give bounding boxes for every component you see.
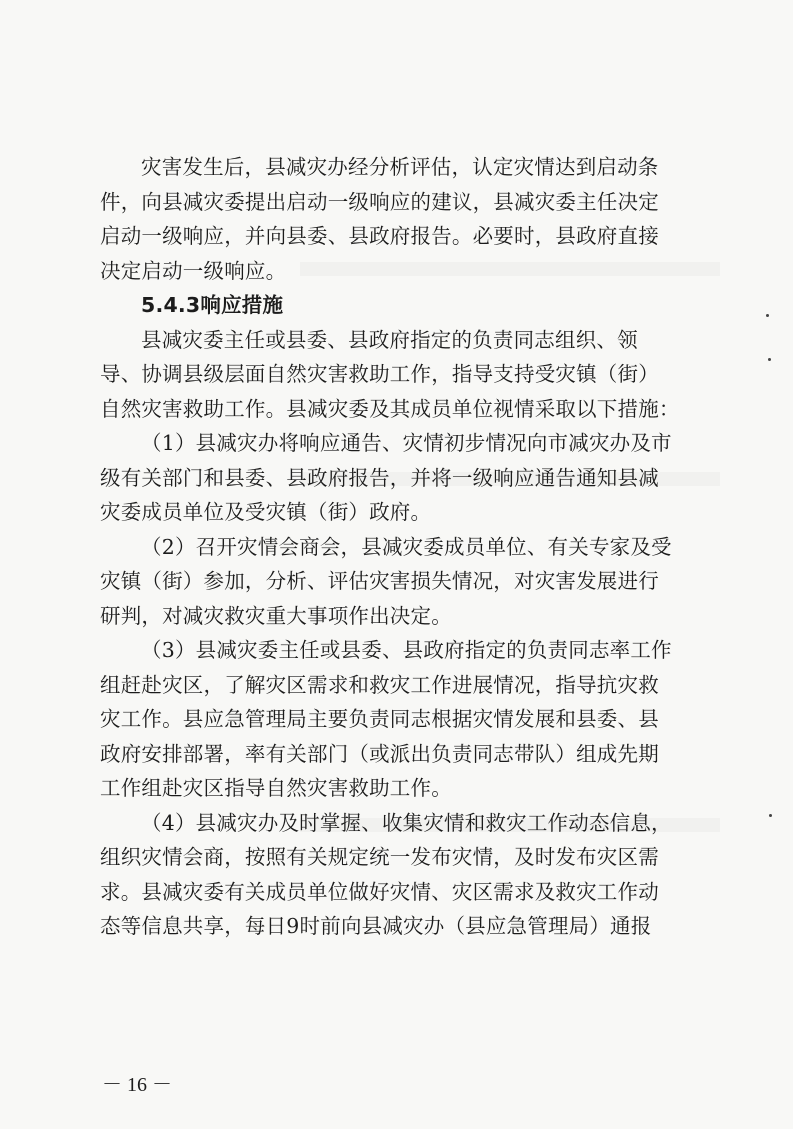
text-line: 灾工作。县应急管理局主要负责同志根据灾情发展和县委、县: [100, 707, 659, 731]
list-item-2: [100, 530, 700, 634]
text-line: 灾镇（街）参加，分析、评估灾害损失情况，对灾害发展进行: [100, 569, 659, 593]
text-line: 县减灾委主任或县委、县政府指定的负责同志组织、领: [141, 327, 638, 352]
page-number: － 16 －: [102, 1074, 172, 1096]
text-line: 启动一级响应，并向县委、县政府报告。必要时，县政府直接: [100, 224, 659, 248]
text-line: （3）县减灾委主任或县委、县政府指定的负责同志率工作: [141, 638, 672, 662]
text-line: 组赶赴灾区，了解灾区需求和救灾工作进展情况，指导抗灾救: [100, 672, 659, 697]
text-line: 导、协调县级层面自然灾害救助工作，指导支持受灾镇（街）: [100, 362, 659, 386]
paragraph-measures-intro: [100, 323, 700, 427]
text-line: （4）县减灾办及时掌握、收集灾情和救灾工作动态信息，: [141, 810, 672, 835]
text-line: 件，向县减灾委提出启动一级响应的建议，县减灾委主任决定: [100, 189, 659, 214]
text-line: 研判，对减灾救灾重大事项作出决定。: [100, 603, 452, 628]
text-line: 决定启动一级响应。: [100, 258, 287, 283]
text-line: 自然灾害救助工作。县减灾委及其成员单位视情采取以下措施：: [100, 396, 680, 421]
text-line: 灾委成员单位及受灾镇（街）政府。: [100, 500, 432, 524]
scan-speck: [768, 358, 771, 361]
text-line: 工作组赴灾区指导自然灾害救助工作。: [100, 776, 452, 800]
text-line: 态等信息共享，每日9时前向县减灾办（县应急管理局）通报: [100, 914, 652, 938]
text-line: 级有关部门和县委、县政府报告，并将一级响应通告通知县减: [100, 465, 659, 490]
text-line: 组织灾情会商，按照有关规定统一发布灾情，及时发布灾区需: [100, 845, 659, 869]
text-line: 政府安排部署，率有关部门（或派出负责同志带队）组成先期: [100, 741, 659, 766]
text-line: 灾害发生后，县减灾办经分析评估，认定灾情达到启动条: [141, 155, 659, 179]
paragraph-activation: [100, 150, 700, 288]
text-line: （1）县减灾办将响应通告、灾情初步情况向市减灾办及市: [141, 431, 672, 455]
list-item-3: [100, 633, 700, 806]
section-heading: [100, 288, 700, 323]
scan-speck: [769, 814, 772, 817]
text-line: 求。县减灾委有关成员单位做好灾情、灾区需求及救灾工作动: [100, 879, 659, 904]
list-item-1: [100, 426, 700, 530]
text-line: （2）召开灾情会商会，县减灾委成员单位、有关专家及受: [141, 534, 672, 559]
scan-speck: [766, 314, 769, 317]
list-item-4: [100, 806, 700, 944]
document-body: [100, 150, 700, 944]
section-heading-text: 5.4.3响应措施: [141, 293, 284, 317]
